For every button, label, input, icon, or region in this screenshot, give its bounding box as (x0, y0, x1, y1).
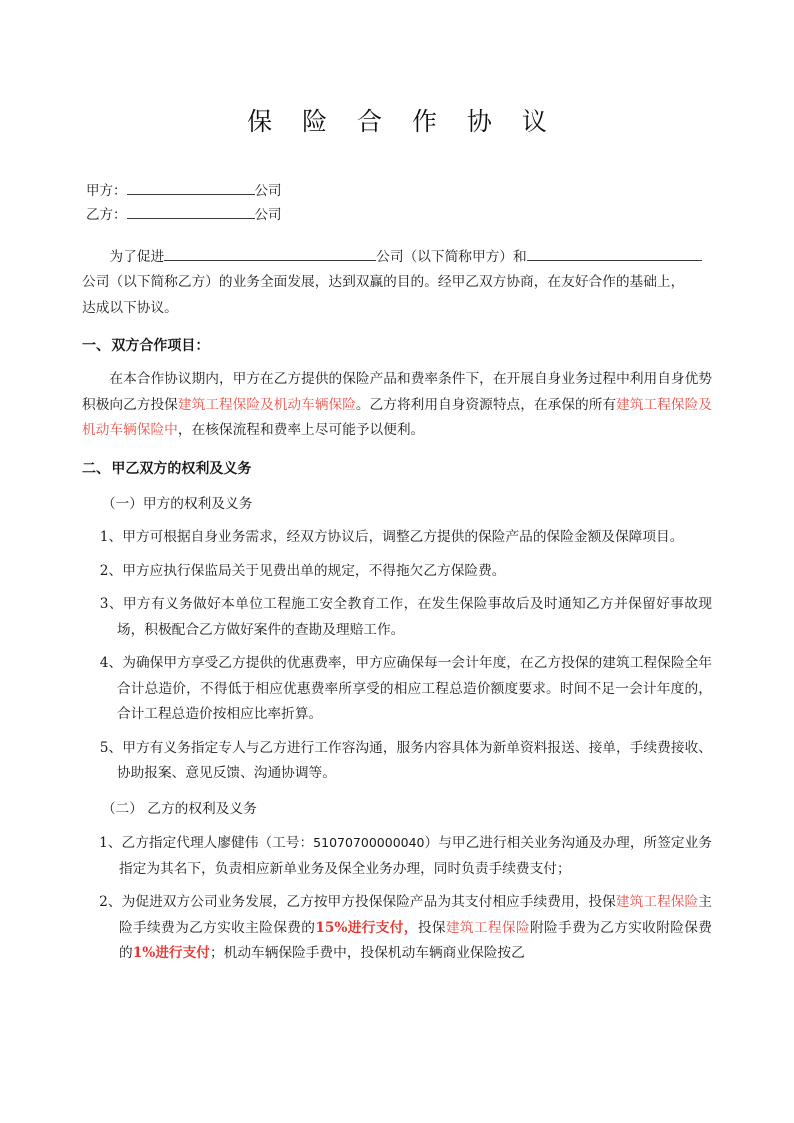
section-2-title: 甲乙双方的权利及义务 (111, 460, 252, 477)
list-item (82, 890, 712, 967)
item-text-5: ；机动车辆保险手费中，投保机动车辆商业保险按乙 (209, 945, 525, 961)
section-1-number: 一、 (82, 338, 110, 354)
section-1-highlight-2: 建筑工程保险及机动车辆保险中 (82, 396, 712, 438)
item-highlight-1: 建筑工程保险 (615, 894, 699, 910)
item-text-4: 附险手费为乙方实收附险保费的 (118, 919, 712, 961)
item-text-1: 为促进双方公司业务发展，乙方按甲方投保保险产品为其支付相应手续费用，投保 (121, 894, 616, 910)
party-a-blank[interactable] (127, 179, 255, 195)
item-text: 甲方可根据自身业务需求，经双方协议后，调整乙方提供的保险产品的保险金额及保障项目。 (122, 529, 684, 545)
intro-text-b: 公司（以下简称甲方）和 (376, 248, 527, 265)
page-title: 保 险 合 作 协 议 (247, 107, 558, 136)
item-number: 1、 (99, 529, 123, 545)
list-item (82, 559, 712, 585)
item-text: 甲方有义务指定专人与乙方进行工作容沟通，服务内容具体为新单资料报送、接单，手续费接收、协助报案、意见反馈、沟通协调等。 (116, 739, 712, 781)
item-text-2: 主险手续费为乙方实收主险保费的 (118, 894, 712, 936)
section-1-title: 双方合作项目： (111, 338, 210, 354)
list-item (82, 525, 712, 551)
item-number: 1、 (99, 835, 122, 851)
section-2-heading (82, 457, 712, 482)
item-text-3: 投保 (417, 919, 446, 936)
section-1-highlight-1: 建筑工程保险及机动车辆保险 (177, 396, 356, 413)
party-a-label: 甲方： (86, 182, 127, 199)
section-1-heading (82, 334, 712, 359)
item-number: 5、 (99, 739, 123, 756)
section-1-text-2: 。乙方将利用自身资源特点，在承保的所有 (355, 396, 617, 413)
section-1-text-3: ，在核保流程和费率上尽可能予以便利。 (177, 422, 425, 438)
item-number: 4、 (99, 655, 123, 671)
section-1-text-1: 在本合作协议期内，甲方在乙方提供的保险产品和费率条件下，在开展自身业务过程中利用自身优势积极向乙方投保 (82, 371, 712, 413)
intro-line-2: 公司（以下简称乙方）的业务全面发展，达到双赢的目的。经甲乙双方协商，在友好合作的基础上， (82, 274, 685, 290)
item-text: 为确保甲方享受乙方提供的优惠费率，甲方应确保每一会计年度，在乙方投保的建筑工程保险全年合计总造价，不得低于相应优惠费率所享受的相应工程总造价额度要求。时间不足一会计年度的，合计工程总造价按相应比率折算。 (116, 655, 712, 722)
list-item (82, 592, 712, 643)
item-text-b: ）与甲乙进行相关业务沟通及办理，所签定业务指定为其名下，负责相应新单业务及保全业务办理，同时负责手续费支付； (118, 835, 712, 877)
parties-block (82, 179, 712, 225)
item-text-a: 乙方指定代理人廖健伟（工号： (121, 835, 314, 851)
item-text: 甲方有义务做好本单位工程施工安全教育工作，在发生保险事故后及时通知乙方并保留好事故现场，积极配合乙方做好案件的查勘及理赔工作。 (116, 596, 712, 638)
item-number: 2、 (99, 562, 123, 579)
section-1-body (82, 367, 712, 444)
intro-blank-party-a[interactable] (164, 245, 376, 261)
intro-blank-party-b[interactable] (527, 245, 702, 261)
intro-line-3: 达成以下协议。 (82, 299, 178, 316)
party-b-line (82, 203, 712, 225)
section-2-number: 二、 (82, 460, 110, 477)
item-highlight-2: 建筑工程保险 (445, 919, 530, 936)
party-b-suffix: 公司 (254, 206, 282, 223)
party-b-label: 乙方： (86, 206, 127, 223)
intro-text-a: 为了促进 (109, 248, 165, 265)
party-a-line (82, 179, 712, 201)
subsection-a-heading: （一）甲方的权利及义务 (101, 495, 253, 512)
party-a-suffix: 公司 (254, 182, 282, 199)
item-number: 2、 (99, 894, 122, 910)
intro-line-1 (82, 245, 712, 271)
subsection-b-heading: （二） 乙方的权利及义务 (101, 800, 257, 817)
list-item (82, 651, 712, 728)
document-content (82, 0, 712, 967)
item-text: 甲方应执行保监局关于见费出单的规定，不得拖欠乙方保险费。 (122, 562, 506, 579)
list-item (82, 736, 712, 787)
party-b-blank[interactable] (127, 203, 255, 219)
employee-id: 51070700000040 (313, 835, 425, 850)
item-number: 3、 (99, 596, 123, 612)
list-item (82, 830, 712, 882)
item-rate-additional: 1%进行支付 (132, 945, 210, 961)
item-rate-main: 15%进行支付， (315, 919, 418, 936)
intro-paragraph (82, 245, 712, 322)
